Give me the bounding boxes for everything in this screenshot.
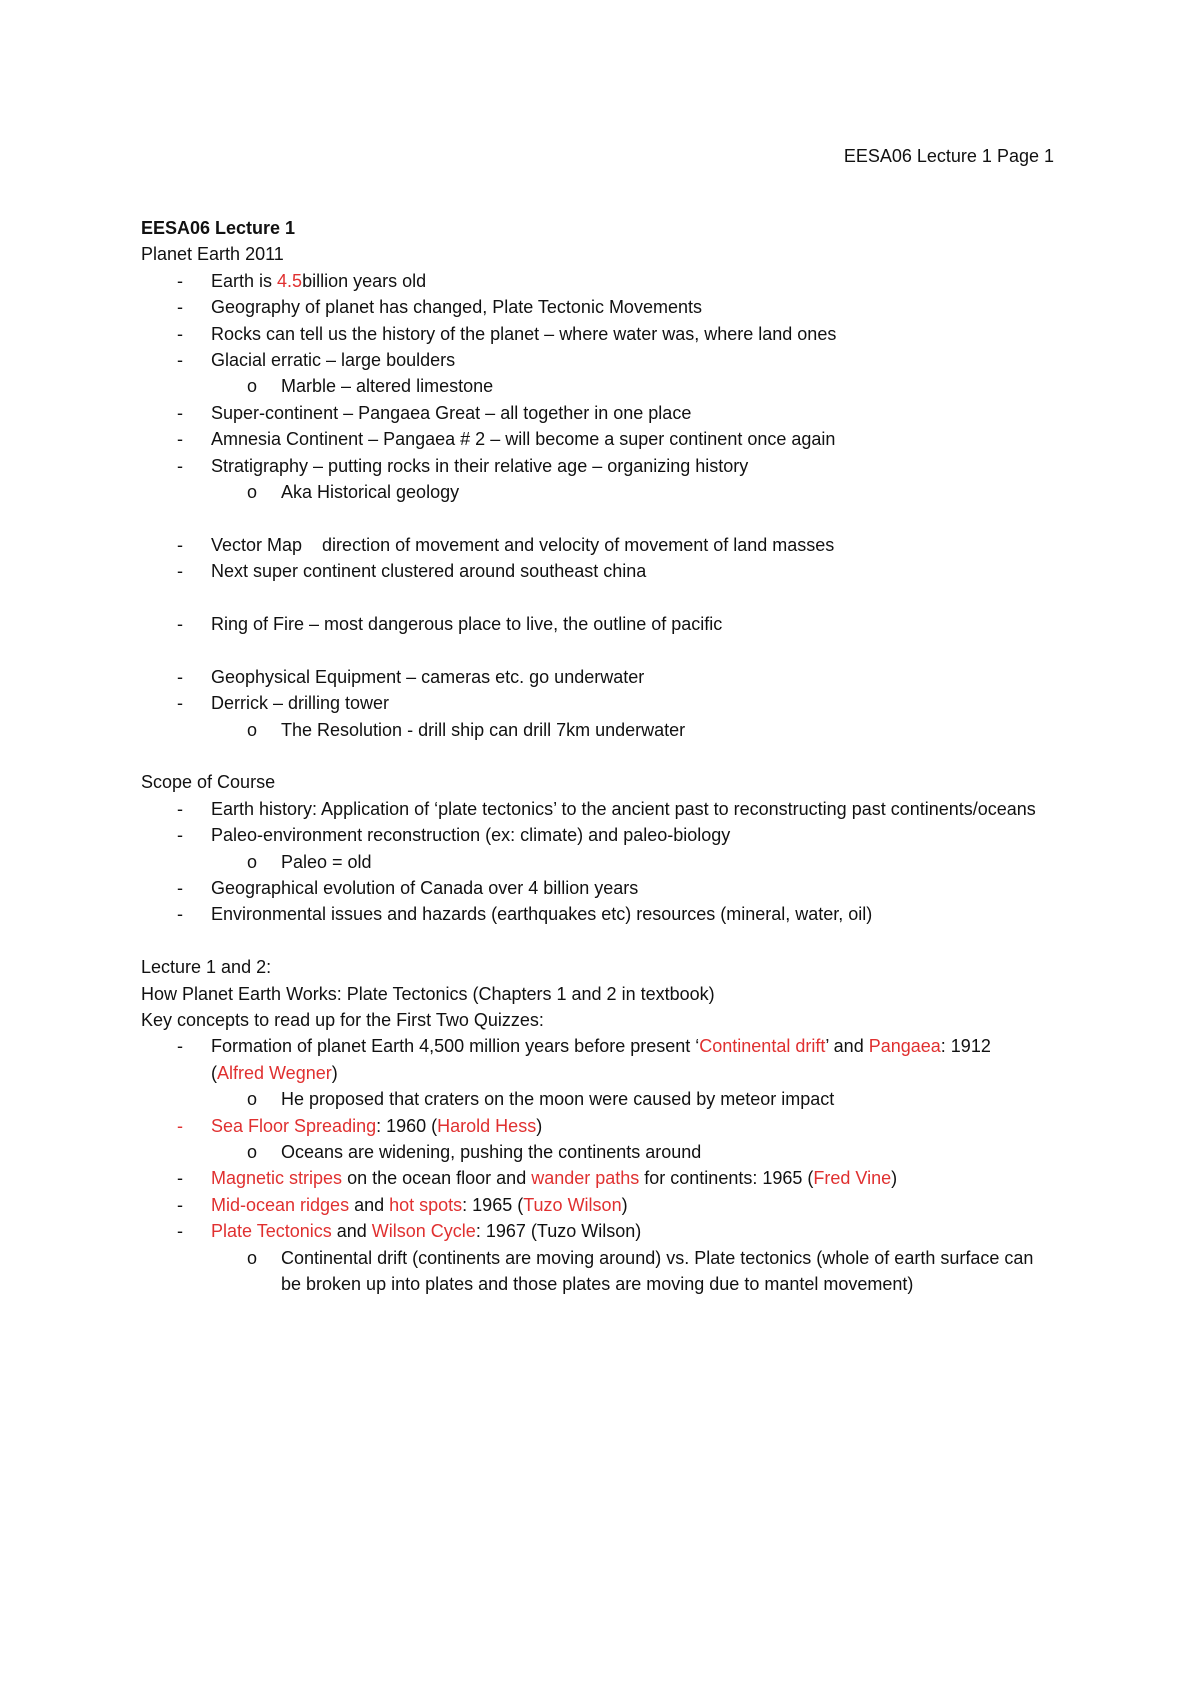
dash-marker: - [177,350,183,370]
sub-list-item: o Aka Historical geology [141,479,1041,505]
page-header: EESA06 Lecture 1 Page 1 [843,146,1054,166]
highlight-text: Wilson Cycle [371,1221,476,1242]
circle-marker: o [247,719,258,740]
list-item: - Amnesia Continent – Pangaea # 2 – will become a super continent once again [141,426,1041,452]
dash-marker: - [177,904,183,925]
dash-marker: - [177,693,183,714]
highlight-text: Plate Tectonics [211,1221,332,1242]
list-item: - Derrick – drilling tower [141,690,1041,716]
highlight-text: wander paths [531,1168,640,1189]
circle-marker: o [247,1142,258,1163]
dash-marker: - [177,534,183,555]
list-item: - Plate Tectonics and Wilson Cycle: 1967 (Tuzo Wilson) [141,1218,1041,1244]
circle-marker: o [247,482,258,503]
highlight-text: Fred Vine [813,1168,892,1189]
dash-marker: - [177,1194,183,1215]
highlight-text: Magnetic stripes [211,1168,343,1189]
list-item: - Earth history: Application of ‘plate tectonics’ to the ancient past to reconstructing past continents/oceans [141,796,1041,822]
sub-list-item: o He proposed that craters on the moon were caused by meteor impact [141,1086,1041,1112]
list-item: - Geography of planet has changed, Plate Tectonic Movements [141,294,1041,320]
dash-marker: - [177,323,183,344]
list-item: - Glacial erratic – large boulders [141,347,1041,373]
list-item: - Rocks can tell us the history of the planet – where water was, where land ones [141,321,1041,347]
sub-list-item: o Continental drift (continents are moving around) vs. Plate tectonics (whole of earth surface can be broken up into plates and those plates are moving due to mantel movement) [141,1245,1041,1298]
dash-marker: - [177,1036,183,1057]
circle-marker: o [247,851,258,872]
list-item: - Magnetic stripes on the ocean floor and wander paths for continents: 1965 (Fred Vine) [141,1165,1041,1191]
highlight-text: hot spots [389,1194,463,1215]
dash-marker: - [177,1115,183,1136]
circle-marker: o [247,1089,258,1110]
section-subheading: How Planet Earth Works: Plate Tectonics (Chapters 1 and 2 in textbook) [141,983,715,1004]
sub-list-item: o Oceans are widening, pushing the continents around [141,1139,1041,1165]
dash-marker: - [177,1168,183,1189]
sub-list-item: o Paleo = old [141,849,1041,875]
dash-marker: - [177,666,183,687]
list-item: - Vector Map direction of movement and velocity of movement of land masses [141,532,1041,558]
lecture-subtitle: Planet Earth 2011 [141,244,284,265]
list-item: - Geographical evolution of Canada over 4 billion years [141,875,1041,901]
highlight-text: Continental drift [699,1036,826,1057]
dash-marker: - [177,455,183,476]
section-intro: Key concepts to read up for the First Two Quizzes: [141,1010,544,1031]
dash-marker: - [177,798,183,819]
highlight-text: Harold Hess [437,1115,537,1136]
list-item: - Mid-ocean ridges and hot spots: 1965 (Tuzo Wilson) [141,1192,1041,1218]
dash-marker: - [177,402,183,423]
highlight-text: Pangaea [868,1036,941,1057]
dash-marker: - [177,1221,183,1242]
dash-marker: - [177,297,183,318]
list-item: - Sea Floor Spreading: 1960 (Harold Hess) [141,1113,1041,1139]
dash-marker: - [177,270,183,291]
highlight-text: 4.5 [277,270,303,291]
list-item: - Stratigraphy – putting rocks in their relative age – organizing history [141,453,1041,479]
dash-marker: - [177,429,183,450]
highlight-text: Tuzo Wilson [523,1194,622,1215]
highlight-text: Alfred Wegner [217,1062,332,1083]
section-heading-scope: Scope of Course [141,772,276,793]
dash-marker: - [177,878,183,899]
list-item: - Next super continent clustered around southeast china [141,558,1041,584]
list-item: - Environmental issues and hazards (earthquakes etc) resources (mineral, water, oil) [141,901,1041,927]
section-heading-lecture: Lecture 1 and 2: [141,957,272,978]
highlight-text: Mid-ocean ridges [211,1194,350,1215]
document-body [141,215,1041,1297]
sub-list-item: o Marble – altered limestone [141,373,1041,399]
dash-marker: - [177,825,183,846]
circle-marker: o [247,1247,258,1268]
dash-marker: - [177,561,183,582]
list-item: - Ring of Fire – most dangerous place to live, the outline of pacific [141,611,1041,637]
circle-marker: o [247,376,258,397]
dash-marker: - [177,614,183,635]
list-item: - Geophysical Equipment – cameras etc. go underwater [141,664,1041,690]
list-item: - Earth is 4.5billion years old [141,268,1041,294]
list-item: - Super-continent – Pangaea Great – all together in one place [141,400,1041,426]
list-item: - Formation of planet Earth 4,500 million years before present ‘Continental drift’ and Pangaea: 1912 (Alfred Wegner) [141,1033,1041,1086]
sub-list-item: o The Resolution - drill ship can drill 7km underwater [141,717,1041,743]
lecture-title: EESA06 Lecture 1 [141,218,296,238]
list-item: - Paleo-environment reconstruction (ex: climate) and paleo-biology [141,822,1041,848]
highlight-text: Sea Floor Spreading [211,1115,377,1136]
